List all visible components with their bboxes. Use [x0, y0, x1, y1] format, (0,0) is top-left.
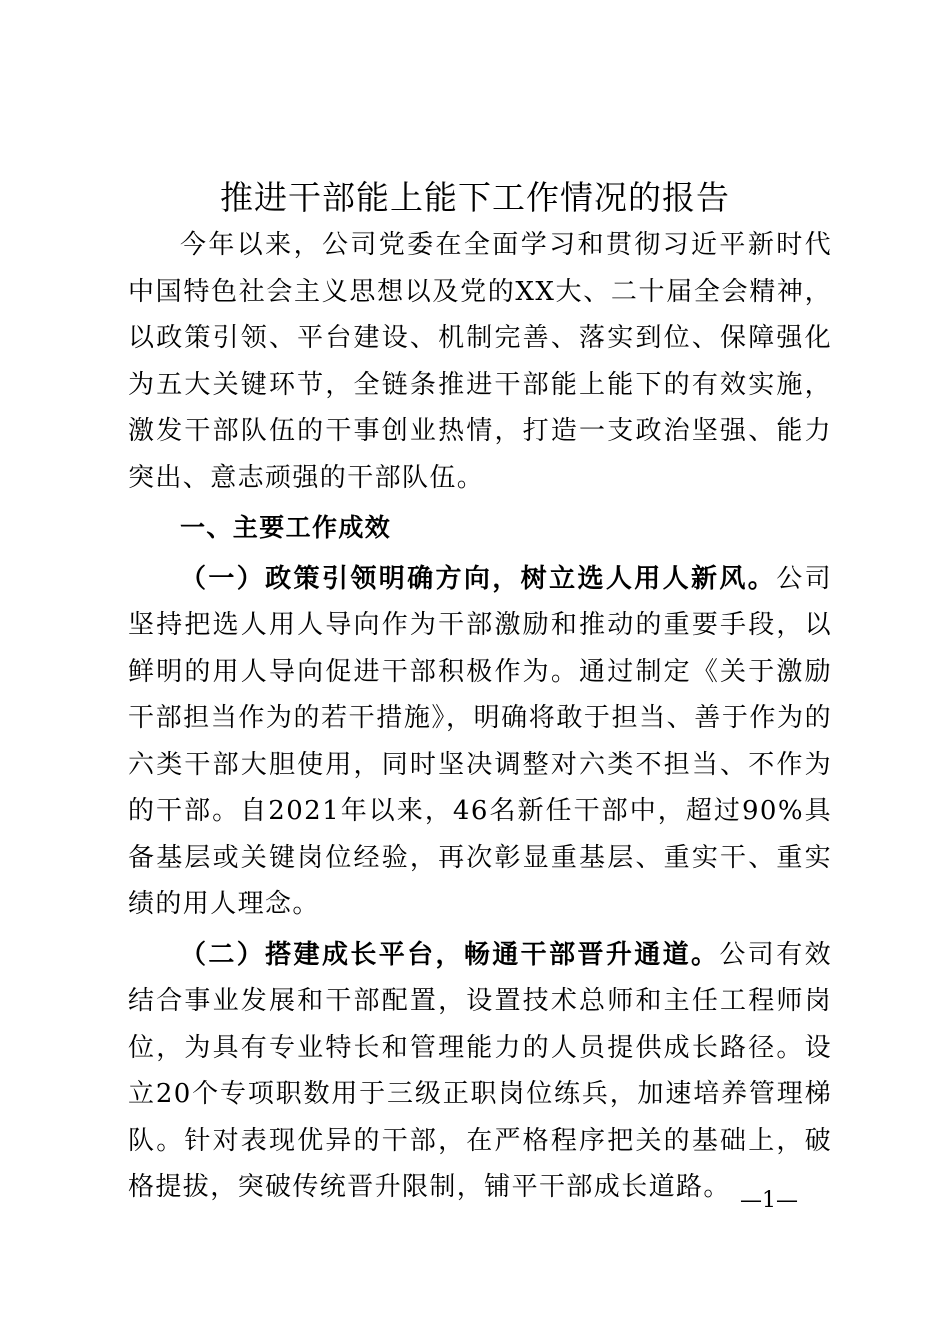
page-number: —1— [740, 1188, 798, 1213]
item-text-1: 公司坚持把选人用人导向作为干部激励和推动的重要手段，以鲜明的用人导向促进干部积极作为。通过制定《关于激励干部担当作为的若干措施》，明确将敢于担当、善于作为的六类干部大胆使用，同时坚决调整对六类不担当、不作为的干部。自2021年以来，46名新任干部中，超过90%具备基层或关键岗位经验，再次彰显重基层、重实干、重实绩的用人理念。 [128, 563, 832, 919]
item-lead-1: （一）政策引领明确方向，树立选人用人新风。 [180, 563, 777, 594]
section-heading: 一、主要工作成效 [180, 513, 392, 542]
document-title: 推进干部能上能下工作情况的报告 [220, 178, 730, 217]
document-body [128, 222, 832, 1215]
item-paragraph-1 [128, 556, 832, 928]
intro-paragraph: 今年以来，公司党委在全面学习和贯彻习近平新时代中国特色社会主义思想以及党的XX大、二十届全会精神，以政策引领、平台建设、机制完善、落实到位、保障强化为五大关键环节，全链条推进干部能上能下的有效实施，激发干部队伍的干事创业热情，打造一支政治坚强、能力突出、意志顽强的干部队伍。 [128, 230, 832, 493]
item-paragraph-2 [128, 932, 832, 1211]
item-lead-2: （二）搭建成长平台，畅通干部晋升通道。 [180, 939, 720, 970]
item-text-2: 公司有效结合事业发展和干部配置，设置技术总师和主任工程师岗位，为具有专业特长和管理能力的人员提供成长路径。设立20个专项职数用于三级正职岗位练兵，加速培养管理梯队。针对表现优异的干部，在严格程序把关的基础上，破格提拔，突破传统晋升限制，铺平干部成长道路。 [128, 939, 832, 1202]
